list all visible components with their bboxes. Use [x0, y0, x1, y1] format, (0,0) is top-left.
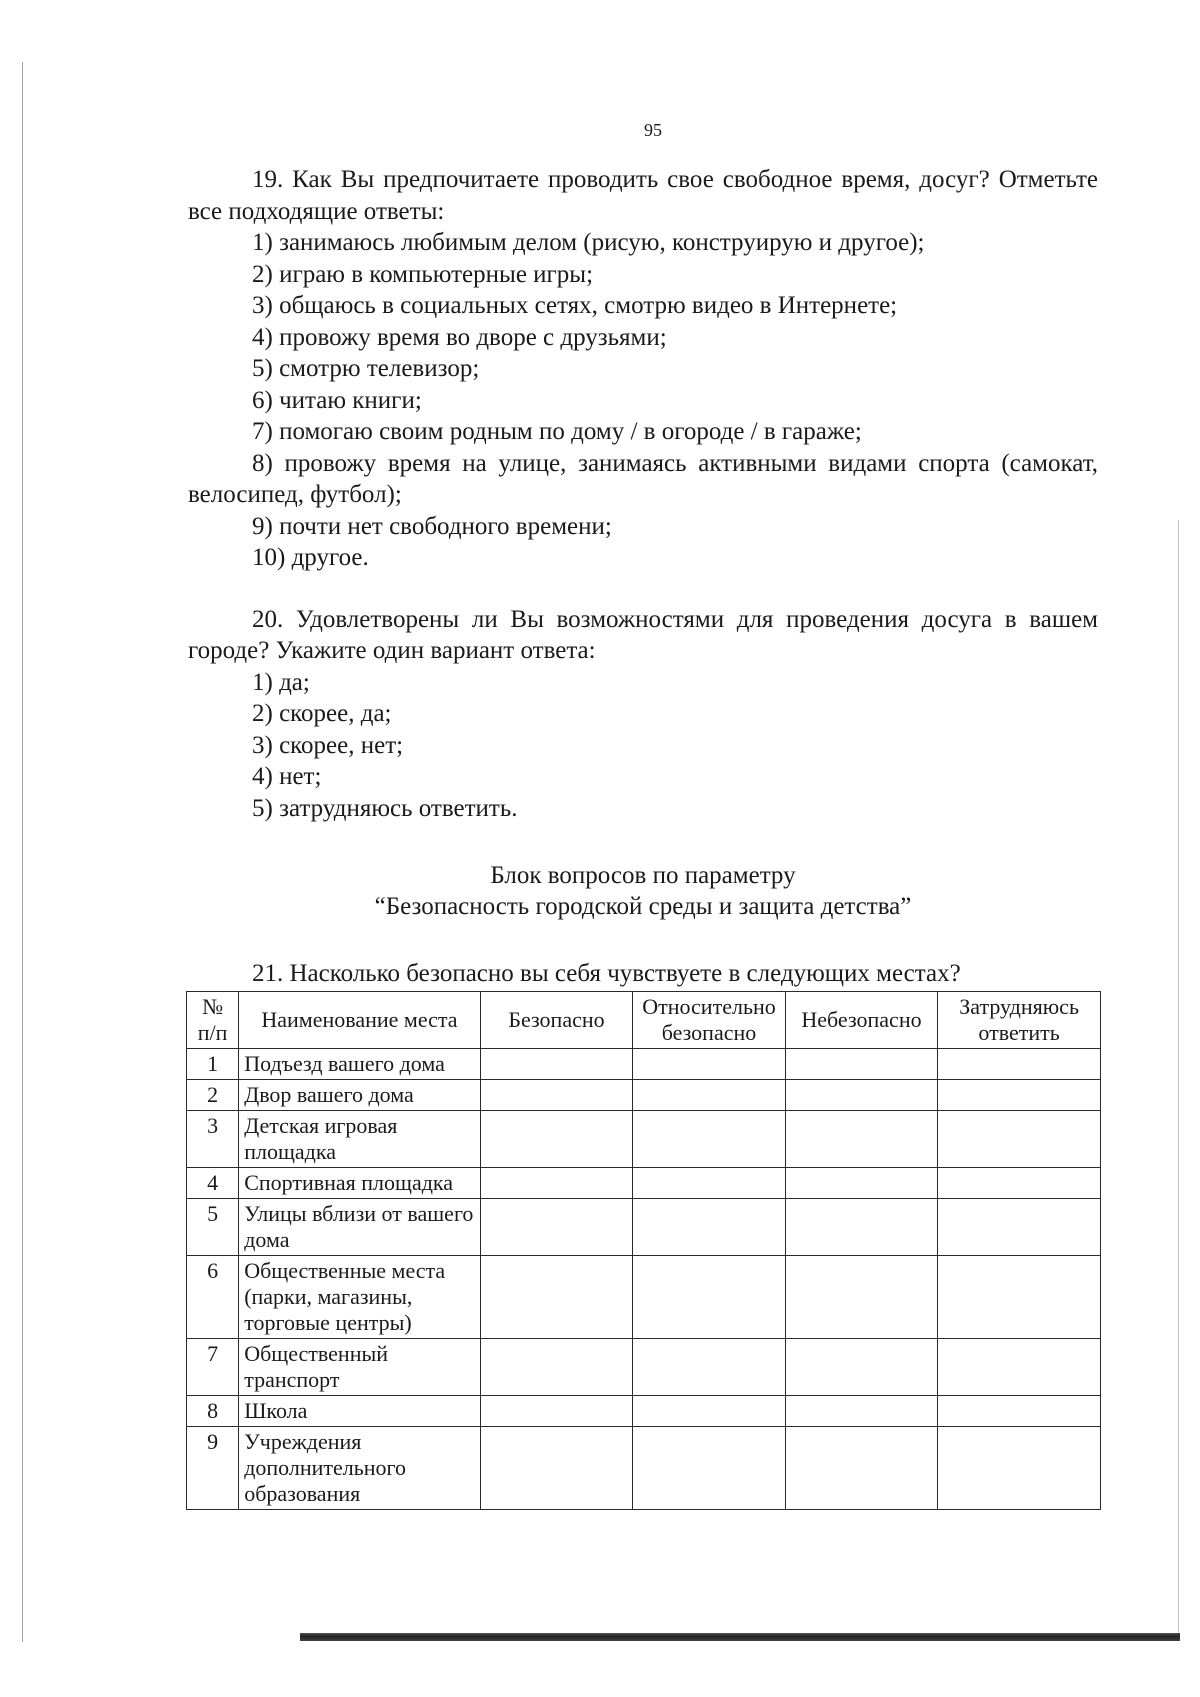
q19-option: 6) читаю книги;	[252, 386, 422, 414]
q20-option: 2) скорее, да;	[252, 700, 392, 727]
q20-option: 3) скорее, нет;	[252, 731, 404, 759]
table-row	[187, 1255, 1101, 1338]
answer-cell-unsafe[interactable]	[785, 1048, 938, 1079]
table-row	[187, 1048, 1101, 1079]
q19-option: 4) провожу время во дворе с друзьями;	[252, 323, 667, 351]
row-place: Учреждения дополнительного образования	[239, 1426, 481, 1509]
q19-option: 3) общаюсь в социальных сетях, смотрю видео в Интернете;	[252, 292, 898, 319]
row-place: Подъезд вашего дома	[239, 1048, 481, 1079]
answer-cell-unsafe[interactable]	[785, 1426, 938, 1509]
answer-cell-hard-to-say[interactable]	[938, 1338, 1101, 1395]
row-num: 2	[187, 1079, 239, 1110]
q19-option: 1) занимаюсь любимым делом (рисую, конструирую и другое);	[252, 229, 925, 256]
page-number: 95	[644, 120, 662, 140]
row-place: Общественный транспорт	[239, 1338, 481, 1395]
answer-cell-unsafe[interactable]	[785, 1338, 938, 1395]
row-place: Спортивная площадка	[239, 1167, 481, 1198]
table-header-row	[187, 991, 1101, 1048]
table-row	[187, 1079, 1101, 1110]
answer-cell-unsafe[interactable]	[785, 1395, 938, 1426]
answer-cell-unsafe[interactable]	[785, 1079, 938, 1110]
row-num: 7	[187, 1338, 239, 1395]
scan-edge-left	[22, 62, 23, 1642]
answer-cell-relatively-safe[interactable]	[633, 1079, 786, 1110]
q20-option: 1) да;	[252, 668, 310, 696]
row-num: 9	[187, 1426, 239, 1509]
block-heading-line2: “Безопасность городской среды и защита детства”	[374, 893, 912, 920]
answer-cell-safe[interactable]	[480, 1079, 633, 1110]
answer-cell-unsafe[interactable]	[785, 1198, 938, 1255]
header-unsafe: Небезопасно	[785, 991, 938, 1048]
document-page	[188, 118, 1098, 1510]
question-20	[188, 604, 1098, 825]
answer-cell-relatively-safe[interactable]	[633, 1048, 786, 1079]
question-20-title: 20. Удовлетворены ли Вы возможностями для проведения досуга в вашем городе? Укажите один вариант ответа:	[188, 605, 1098, 664]
q19-option: 10) другое.	[252, 544, 369, 571]
table-row	[187, 1198, 1101, 1255]
answer-cell-hard-to-say[interactable]	[938, 1198, 1101, 1255]
answer-cell-hard-to-say[interactable]	[938, 1110, 1101, 1167]
answer-cell-hard-to-say[interactable]	[938, 1167, 1101, 1198]
answer-cell-unsafe[interactable]	[785, 1255, 938, 1338]
table-row	[187, 1110, 1101, 1167]
safety-table	[186, 991, 1101, 1510]
q19-option: 9) почти нет свободного времени;	[252, 512, 612, 540]
answer-cell-relatively-safe[interactable]	[633, 1426, 786, 1509]
table-row	[187, 1426, 1101, 1509]
answer-cell-safe[interactable]	[480, 1048, 633, 1079]
answer-cell-relatively-safe[interactable]	[633, 1110, 786, 1167]
answer-cell-hard-to-say[interactable]	[938, 1395, 1101, 1426]
answer-cell-relatively-safe[interactable]	[633, 1338, 786, 1395]
question-21-title: 21. Насколько безопасно вы себя чувствуете в следующих местах?	[252, 960, 961, 987]
row-place: Улицы вблизи от вашего дома	[239, 1198, 481, 1255]
row-num: 6	[187, 1255, 239, 1338]
answer-cell-hard-to-say[interactable]	[938, 1255, 1101, 1338]
answer-cell-safe[interactable]	[480, 1167, 633, 1198]
row-num: 5	[187, 1198, 239, 1255]
header-place: Наименование места	[239, 991, 481, 1048]
q19-option: 2) играю в компьютерные игры;	[252, 260, 594, 288]
answer-cell-relatively-safe[interactable]	[633, 1198, 786, 1255]
answer-cell-safe[interactable]	[480, 1395, 633, 1426]
row-num: 8	[187, 1395, 239, 1426]
answer-cell-hard-to-say[interactable]	[938, 1426, 1101, 1509]
answer-cell-safe[interactable]	[480, 1426, 633, 1509]
scan-bottom-bar	[300, 1633, 1180, 1641]
q19-option: 7) помогаю своим родным по дому / в огороде / в гараже;	[252, 418, 862, 445]
answer-cell-hard-to-say[interactable]	[938, 1079, 1101, 1110]
scan-edge-right	[1178, 520, 1179, 1640]
table-row	[187, 1338, 1101, 1395]
header-num: № п/п	[187, 991, 239, 1048]
answer-cell-relatively-safe[interactable]	[633, 1167, 786, 1198]
answer-cell-hard-to-say[interactable]	[938, 1048, 1101, 1079]
row-num: 4	[187, 1167, 239, 1198]
question-19-title: 19. Как Вы предпочитаете проводить свое свободное время, досуг? Отметьте все подходящие ответы:	[188, 166, 1098, 225]
answer-cell-safe[interactable]	[480, 1338, 633, 1395]
header-relatively-safe: Относительно безопасно	[633, 991, 786, 1048]
answer-cell-unsafe[interactable]	[785, 1167, 938, 1198]
answer-cell-safe[interactable]	[480, 1110, 633, 1167]
answer-cell-safe[interactable]	[480, 1255, 633, 1338]
header-hard-to-say: Затрудняюсь ответить	[938, 991, 1101, 1048]
block-heading-line1: Блок вопросов по параметру	[490, 862, 796, 889]
row-num: 3	[187, 1110, 239, 1167]
q20-option: 4) нет;	[252, 763, 322, 790]
block-heading	[188, 860, 1098, 922]
row-place: Школа	[239, 1395, 481, 1426]
table-row	[187, 1395, 1101, 1426]
row-num: 1	[187, 1048, 239, 1079]
row-place: Детская игровая площадка	[239, 1110, 481, 1167]
answer-cell-safe[interactable]	[480, 1198, 633, 1255]
question-19	[188, 164, 1098, 574]
answer-cell-relatively-safe[interactable]	[633, 1255, 786, 1338]
q19-option: 5) смотрю телевизор;	[252, 355, 480, 382]
row-place: Общественные места (парки, магазины, торговые центры)	[239, 1255, 481, 1338]
row-place: Двор вашего дома	[239, 1079, 481, 1110]
q19-option: 8) провожу время на улице, занимаясь активными видами спорта (самокат, велосипед, футбол);	[188, 449, 1098, 508]
header-safe: Безопасно	[480, 991, 633, 1048]
answer-cell-relatively-safe[interactable]	[633, 1395, 786, 1426]
q20-option: 5) затрудняюсь ответить.	[252, 794, 518, 822]
table-row	[187, 1167, 1101, 1198]
answer-cell-unsafe[interactable]	[785, 1110, 938, 1167]
